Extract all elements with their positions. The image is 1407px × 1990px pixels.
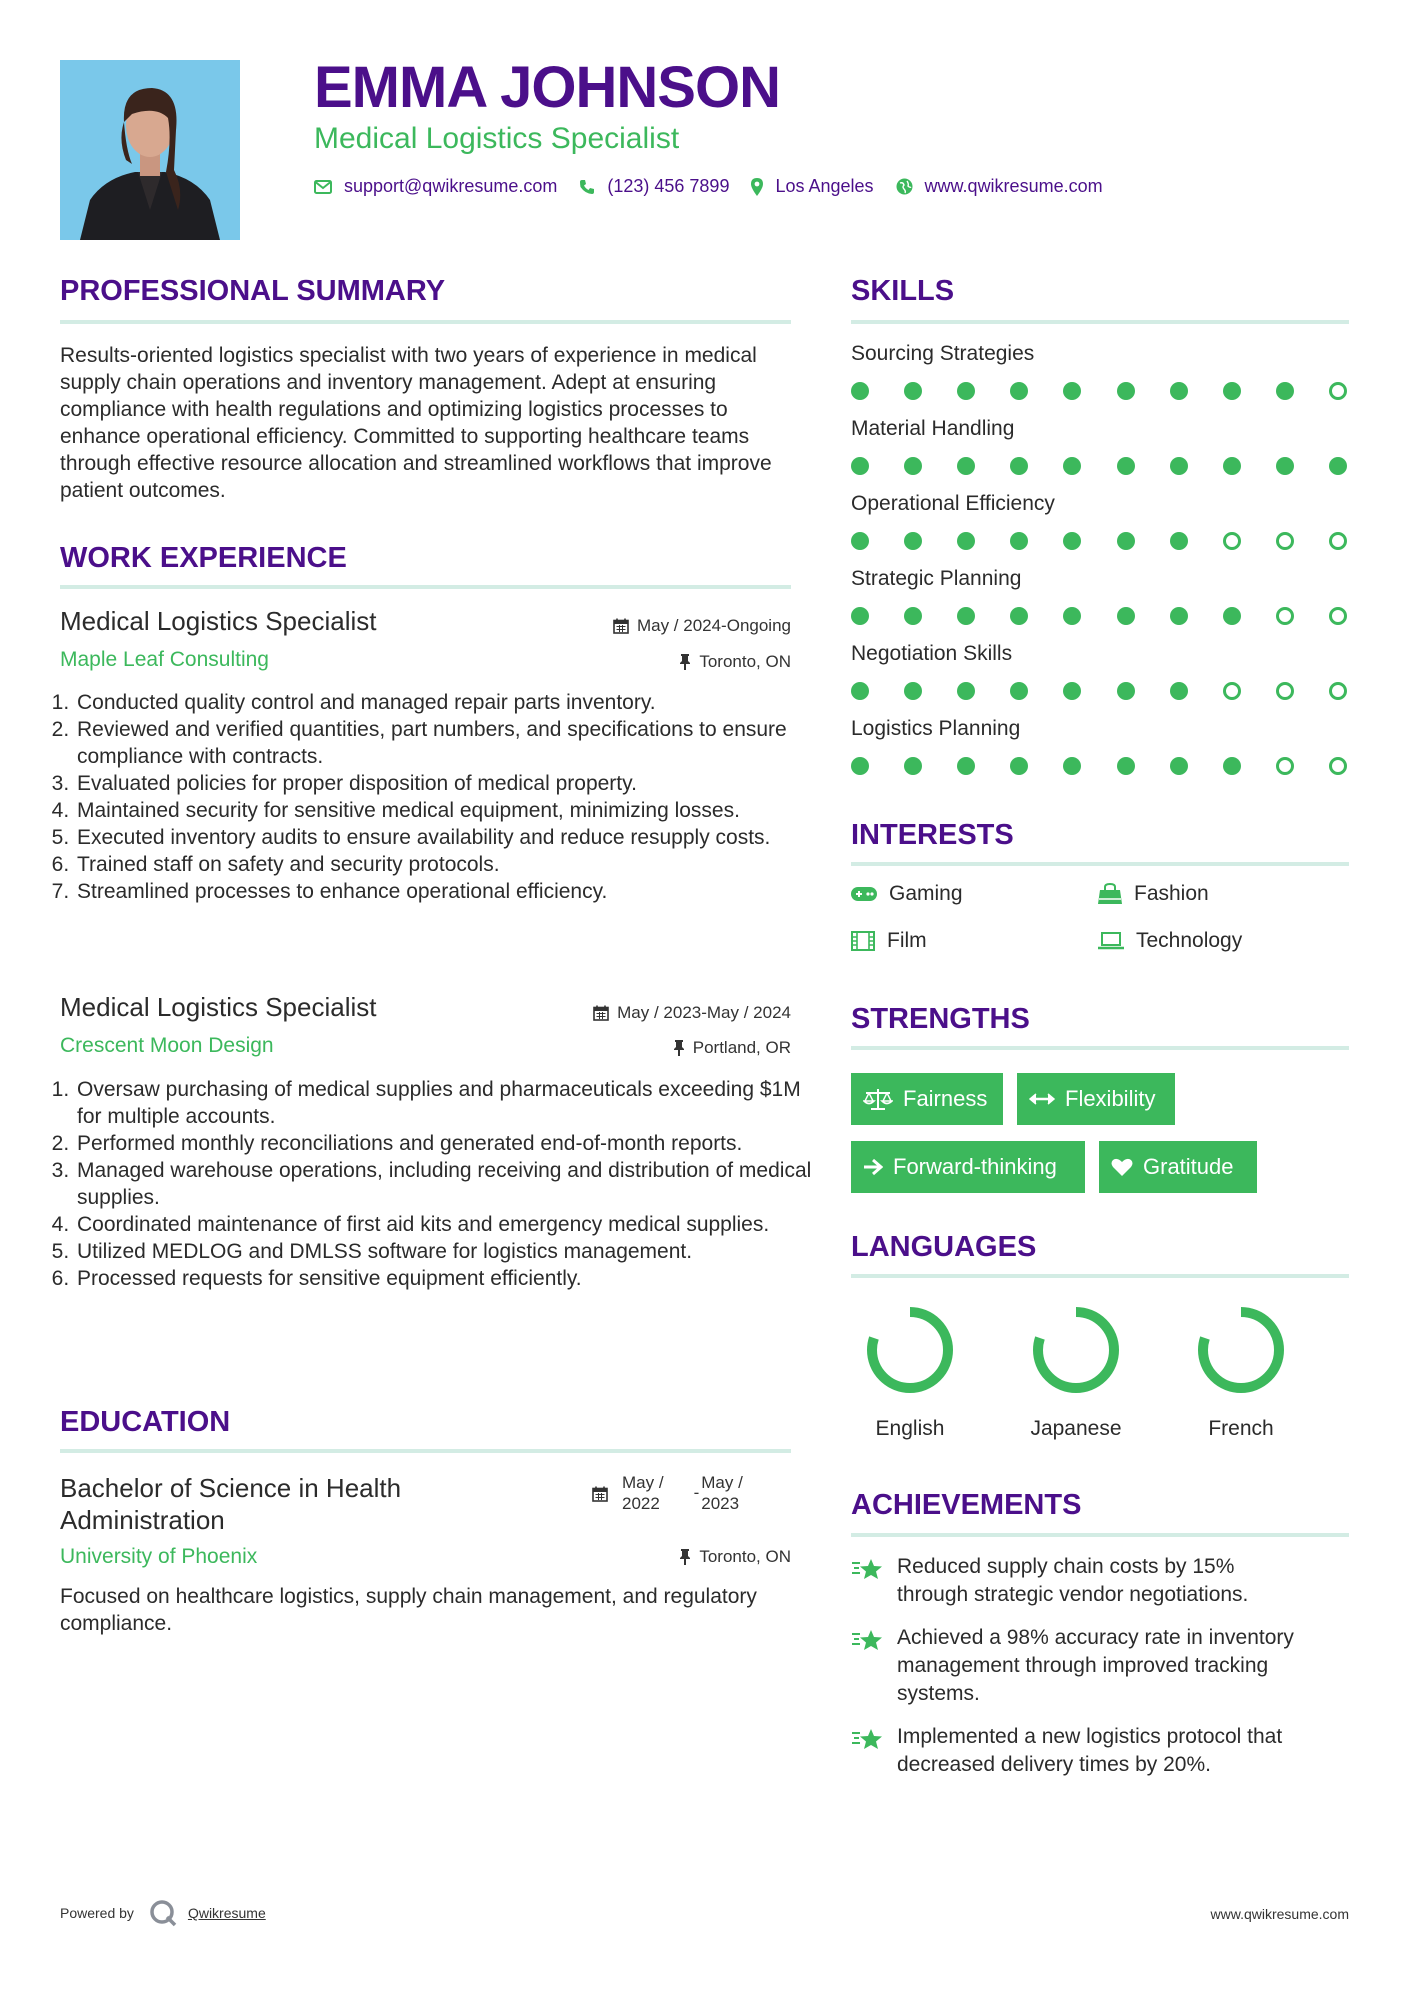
language-level-arc <box>872 1312 948 1388</box>
job-2-company: Crescent Moon Design <box>60 1034 274 1057</box>
rating-dot-filled <box>851 382 869 400</box>
degree-title <box>60 1472 401 1536</box>
rating-dot-empty <box>1223 532 1241 550</box>
job-2-title: Medical Logistics Specialist <box>60 992 377 1022</box>
job-1-date <box>613 616 791 636</box>
rating-dot-filled <box>851 682 869 700</box>
pushpin-icon <box>679 1549 691 1565</box>
strength-label: Gratitude <box>1143 1154 1234 1179</box>
duty-item: 6. Processed requests for sensitive equipment efficiently. <box>75 1265 815 1292</box>
summary-text: Results-oriented logistics specialist with two years of experience in medical supply chain operations and inventory management. Adept at ensuring compliance with health regulations and optimizing logistics processes to enhance operational efficiency. Committed to supporting healthcare teams through effective resource allocation and streamlined workflows that improve patient outcomes. <box>60 344 772 502</box>
rating-dot-filled <box>1117 532 1135 550</box>
date-start-year: 2022 <box>622 1494 660 1513</box>
skill-name: Strategic Planning <box>851 567 1022 590</box>
rating-dot-filled <box>1329 457 1347 475</box>
website-text: www.qwikresume.com <box>924 176 1103 196</box>
strengths-heading: STRENGTHS <box>851 1003 1030 1035</box>
contact-phone[interactable] <box>579 176 729 197</box>
strength-flexibility <box>1017 1073 1175 1125</box>
globe-icon <box>896 178 913 195</box>
rating-dot-filled <box>1010 382 1028 400</box>
language-ring <box>860 1300 960 1400</box>
education-date <box>592 1472 743 1514</box>
skill-name: Operational Efficiency <box>851 492 1055 515</box>
rating-dot-filled <box>1010 457 1028 475</box>
qwikresume-logo-icon <box>148 1898 178 1928</box>
calendar-icon <box>592 1486 608 1502</box>
strength-label: Flexibility <box>1065 1086 1156 1111</box>
duty-item: 4. Maintained security for sensitive medical equipment, minimizing losses. <box>75 797 815 824</box>
duty-item: 5. Utilized MEDLOG and DMLSS software for logistics management. <box>75 1238 815 1265</box>
strength-label: Forward-thinking <box>893 1154 1057 1179</box>
achievement-item <box>851 1723 1351 1779</box>
education-date-start <box>622 1472 664 1514</box>
rating-dot-filled <box>1063 607 1081 625</box>
duty-item: 2. Performed monthly reconciliations and generated end-of-month reports. <box>75 1130 815 1157</box>
job-2-location <box>673 1038 791 1058</box>
language-ring <box>1191 1300 1291 1400</box>
brand-link[interactable]: Qwikresume <box>187 1905 266 1921</box>
arrow-right-icon <box>863 1158 883 1176</box>
job-2-date <box>593 1003 791 1023</box>
balance-scale-icon <box>863 1087 893 1111</box>
rating-dot-filled <box>1170 532 1188 550</box>
film-icon <box>851 931 875 951</box>
shooting-star-icon <box>851 1725 885 1753</box>
language-item <box>855 1300 965 1441</box>
rating-dot-filled <box>957 757 975 775</box>
rating-dot-empty <box>1276 607 1294 625</box>
job-1-duties <box>57 689 815 905</box>
contact-website[interactable] <box>896 176 1103 197</box>
achievement-line: systems. <box>897 1682 980 1705</box>
email-text: support@qwikresume.com <box>344 176 558 196</box>
rating-dot-empty <box>1276 682 1294 700</box>
skill-rating <box>851 757 1347 775</box>
skills-heading: SKILLS <box>851 275 955 307</box>
map-pin-icon <box>751 178 763 196</box>
skill-rating <box>851 382 1347 400</box>
language-label: French <box>1208 1417 1274 1440</box>
strength-forward-thinking <box>851 1141 1085 1193</box>
skill-name: Logistics Planning <box>851 717 1021 740</box>
achievement-line: management through improved tracking <box>897 1654 1269 1677</box>
pushpin-icon <box>673 1040 685 1056</box>
rating-dot-filled <box>1117 682 1135 700</box>
skill-name: Material Handling <box>851 417 1015 440</box>
language-level-arc <box>1203 1312 1279 1388</box>
language-item <box>1021 1300 1131 1441</box>
rating-dot-filled <box>1170 457 1188 475</box>
contact-bar <box>314 176 1125 197</box>
rating-dot-filled <box>1063 457 1081 475</box>
candidate-name: EMMA JOHNSON <box>314 55 780 120</box>
rating-dot-filled <box>904 757 922 775</box>
achievements-heading: ACHIEVEMENTS <box>851 1489 1082 1521</box>
date-end-year: 2023 <box>701 1494 740 1513</box>
rating-dot-filled <box>1276 457 1294 475</box>
rating-dot-filled <box>904 607 922 625</box>
achievement-line: through strategic vendor negotiations. <box>897 1583 1249 1606</box>
rating-dot-filled <box>1276 382 1294 400</box>
rating-dot-filled <box>904 682 922 700</box>
experience-heading: WORK EXPERIENCE <box>60 542 347 574</box>
language-ring <box>1026 1300 1126 1400</box>
shooting-star-icon <box>851 1626 885 1654</box>
rating-dot-filled <box>1223 757 1241 775</box>
degree-line-1: Bachelor of Science in Health <box>60 1473 402 1503</box>
interest-fashion <box>1098 882 1209 906</box>
language-label: English <box>875 1417 945 1440</box>
rating-dot-filled <box>1063 382 1081 400</box>
language-label: Japanese <box>1030 1417 1122 1440</box>
rating-dot-filled <box>851 757 869 775</box>
shopping-bag-icon <box>1098 883 1122 905</box>
job-2-date-text: May / 2023-May / 2024 <box>617 1003 791 1022</box>
job-2-duties <box>57 1076 815 1292</box>
education-text: Focused on healthcare logistics, supply chain management, and regulatory compliance. <box>60 1585 757 1635</box>
achievement-item <box>851 1624 1351 1708</box>
rating-dot-filled <box>957 532 975 550</box>
skill-rating <box>851 682 1347 700</box>
job-1-company: Maple Leaf Consulting <box>60 648 269 671</box>
footer-website[interactable]: www.qwikresume.com <box>1210 1906 1349 1922</box>
laptop-icon <box>1098 932 1124 950</box>
rating-dot-filled <box>1010 532 1028 550</box>
job-1-location <box>679 652 791 672</box>
rating-dot-filled <box>1223 607 1241 625</box>
education-date-end <box>701 1472 743 1514</box>
rating-dot-filled <box>904 532 922 550</box>
rating-dot-filled <box>957 457 975 475</box>
powered-by-text: Powered by <box>60 1905 134 1921</box>
shooting-star-icon <box>851 1555 885 1583</box>
duty-item: 4. Coordinated maintenance of first aid kits and emergency medical supplies. <box>75 1211 815 1238</box>
achievement-line: Implemented a new logistics protocol that <box>897 1725 1283 1748</box>
rating-dot-filled <box>957 682 975 700</box>
skill-name: Sourcing Strategies <box>851 342 1035 365</box>
gamepad-icon <box>851 886 877 902</box>
language-item <box>1186 1300 1296 1441</box>
rating-dot-filled <box>1117 607 1135 625</box>
achievement-line: decreased delivery times by 20%. <box>897 1753 1211 1776</box>
rating-dot-filled <box>1063 682 1081 700</box>
rating-dot-filled <box>851 532 869 550</box>
rating-dot-filled <box>957 382 975 400</box>
calendar-icon <box>613 618 629 634</box>
summary-heading: PROFESSIONAL SUMMARY <box>60 275 446 307</box>
job-1-location-text: Toronto, ON <box>699 652 791 671</box>
languages-heading: LANGUAGES <box>851 1231 1037 1263</box>
contact-email[interactable] <box>314 176 557 197</box>
envelope-icon <box>314 180 332 194</box>
duty-item: 5. Executed inventory audits to ensure availability and reduce resupply costs. <box>75 824 815 851</box>
rating-dot-filled <box>1170 757 1188 775</box>
rating-dot-filled <box>1063 757 1081 775</box>
rating-dot-filled <box>851 607 869 625</box>
rating-dot-filled <box>1063 532 1081 550</box>
rating-dot-filled <box>1010 682 1028 700</box>
education-location <box>679 1547 791 1567</box>
strength-label: Fairness <box>903 1086 988 1111</box>
skill-rating <box>851 607 1347 625</box>
interest-label: Film <box>887 929 927 952</box>
experience-divider <box>60 585 791 589</box>
job-1-date-text: May / 2024-Ongoing <box>636 616 791 635</box>
rating-dot-filled <box>1170 682 1188 700</box>
achievement-item <box>851 1553 1351 1609</box>
strength-gratitude <box>1099 1141 1257 1193</box>
rating-dot-filled <box>904 457 922 475</box>
rating-dot-filled <box>1010 757 1028 775</box>
achievement-line: Achieved a 98% accuracy rate in inventory <box>897 1626 1294 1649</box>
date-start-month: May / <box>622 1473 664 1492</box>
duty-item: 3. Managed warehouse operations, including receiving and distribution of medical supplies. <box>75 1157 815 1211</box>
interest-label: Technology <box>1136 929 1243 952</box>
arrows-horizontal-icon <box>1029 1092 1055 1106</box>
rating-dot-filled <box>904 382 922 400</box>
candidate-role: Medical Logistics Specialist <box>314 122 680 155</box>
rating-dot-filled <box>1117 757 1135 775</box>
rating-dot-filled <box>1170 607 1188 625</box>
rating-dot-filled <box>851 457 869 475</box>
rating-dot-filled <box>1170 382 1188 400</box>
profile-photo <box>60 60 240 240</box>
duty-item: 7. Streamlined processes to enhance operational efficiency. <box>75 878 815 905</box>
rating-dot-filled <box>1117 457 1135 475</box>
duty-item: 1. Conducted quality control and managed repair parts inventory. <box>75 689 815 716</box>
rating-dot-filled <box>957 607 975 625</box>
interest-film <box>851 929 927 953</box>
location-text: Los Angeles <box>775 176 874 196</box>
skills-divider <box>851 320 1349 324</box>
rating-dot-empty <box>1329 682 1347 700</box>
interest-label: Fashion <box>1134 882 1209 905</box>
date-end-month: May / <box>701 1473 743 1492</box>
school-name: University of Phoenix <box>60 1545 258 1568</box>
interests-divider <box>851 862 1349 866</box>
rating-dot-filled <box>1223 457 1241 475</box>
duty-item: 2. Reviewed and verified quantities, part numbers, and specifications to ensure compliance with contracts. <box>75 716 815 770</box>
strength-fairness <box>851 1073 1003 1125</box>
phone-text: (123) 456 7899 <box>607 176 730 196</box>
rating-dot-empty <box>1223 682 1241 700</box>
interest-label: Gaming <box>889 882 963 905</box>
duty-item: 3. Evaluated policies for proper disposition of medical property. <box>75 770 815 797</box>
summary-divider <box>60 320 791 324</box>
language-level-arc <box>1038 1312 1114 1388</box>
rating-dot-filled <box>1223 382 1241 400</box>
contact-location <box>751 176 873 197</box>
rating-dot-empty <box>1329 757 1347 775</box>
rating-dot-empty <box>1276 532 1294 550</box>
phone-icon <box>579 179 595 195</box>
degree-line-2: Administration <box>60 1505 225 1535</box>
education-divider <box>60 1449 791 1453</box>
skill-rating <box>851 532 1347 550</box>
rating-dot-empty <box>1329 532 1347 550</box>
duty-item: 1. Oversaw purchasing of medical supplies and pharmaceuticals exceeding $1M for multiple accounts. <box>75 1076 815 1130</box>
footer-powered-by <box>60 1898 266 1928</box>
duty-item: 6. Trained staff on safety and security protocols. <box>75 851 815 878</box>
job-1-title: Medical Logistics Specialist <box>60 606 377 636</box>
rating-dot-empty <box>1276 757 1294 775</box>
skill-name: Negotiation Skills <box>851 642 1013 665</box>
calendar-icon <box>593 1005 609 1021</box>
rating-dot-filled <box>1010 607 1028 625</box>
job-2-location-text: Portland, OR <box>692 1038 791 1057</box>
rating-dot-empty <box>1329 607 1347 625</box>
pushpin-icon <box>679 654 691 670</box>
education-location-text: Toronto, ON <box>699 1547 791 1566</box>
heart-icon <box>1111 1157 1133 1177</box>
interest-gaming <box>851 882 963 906</box>
languages-divider <box>851 1274 1349 1278</box>
rating-dot-filled <box>1117 382 1135 400</box>
strengths-divider <box>851 1046 1349 1050</box>
rating-dot-empty <box>1329 382 1347 400</box>
skill-rating <box>851 457 1347 475</box>
interests-heading: INTERESTS <box>851 819 1014 851</box>
date-separator: - <box>693 1483 700 1502</box>
achievements-divider <box>851 1533 1349 1537</box>
achievement-line: Reduced supply chain costs by 15% <box>897 1555 1235 1578</box>
education-heading: EDUCATION <box>60 1406 231 1438</box>
interest-technology <box>1098 929 1242 953</box>
